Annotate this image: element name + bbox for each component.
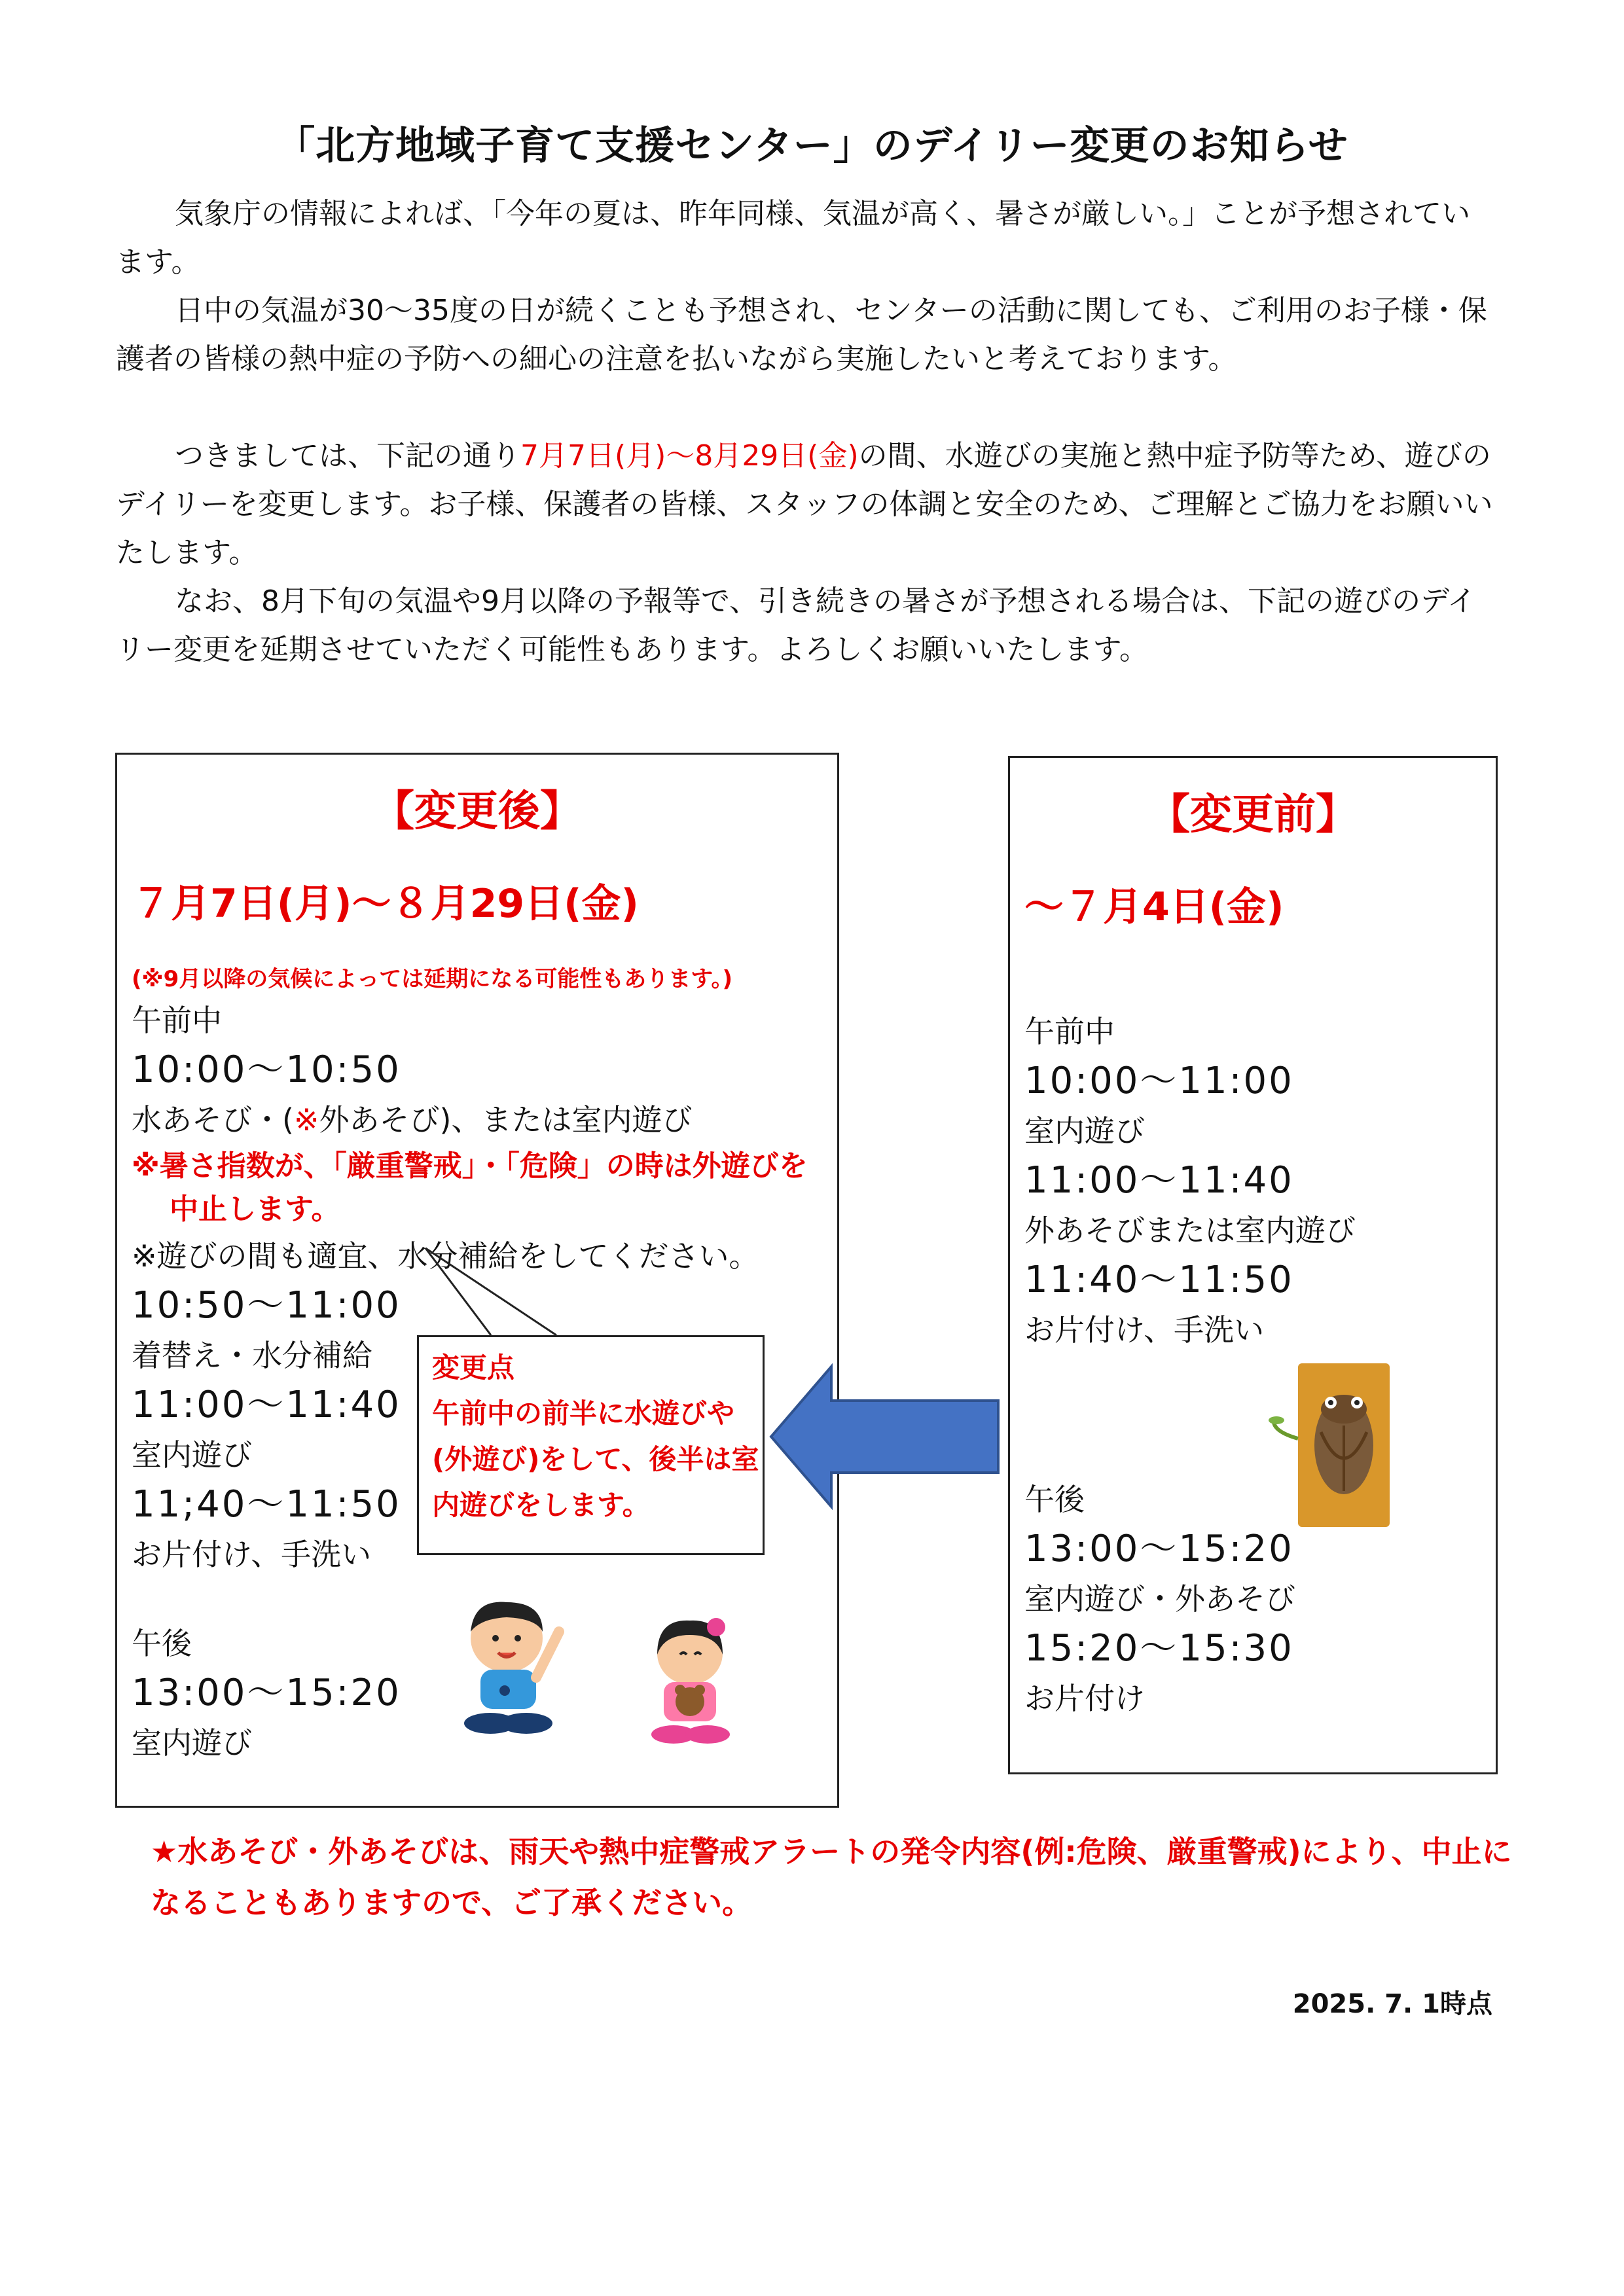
before-change-box <box>1008 756 1498 1774</box>
after-heat-warning-1: ※暑さ指数が、「厳重警戒」・「危険」の時は外遊びを <box>132 1149 808 1183</box>
after-time-4: 11;40～11:50 <box>132 1483 401 1526</box>
callout-title: 変更点 <box>432 1352 515 1384</box>
after-activity-1-lead: 水あそび・( <box>132 1102 294 1138</box>
after-activity-3: 室内遊び <box>132 1437 252 1473</box>
before-afternoon-label: 午後 <box>1024 1482 1085 1517</box>
change-point-callout <box>417 1335 765 1555</box>
after-activity-1-tail: 外あそび)、または室内遊び <box>319 1102 693 1138</box>
before-time-5: 15:20～15:30 <box>1024 1627 1294 1670</box>
after-activity-1 <box>132 1095 808 1145</box>
intro-p3-period: 7月7日(月)～8月29日(金) <box>520 439 859 473</box>
as-of-date: 2025. 7. 1時点 <box>1292 1989 1492 2019</box>
page-title: 「北方地域子育て支援センター」のデイリー変更のお知らせ <box>276 123 1348 169</box>
after-activity-4: お片付け、手洗い <box>132 1537 372 1572</box>
intro-paragraph-4: なお、8月下旬の気温や9月以降の予報等で、引き続きの暑さが予想される場合は、下記の遊びのデイリー変更を延期させていただく可能性もあります。よろしくお願いいたします。 <box>116 584 1477 666</box>
after-heading: 【変更後】 <box>372 787 582 836</box>
after-morning-label: 午前中 <box>132 1003 222 1038</box>
before-period: ～７月4日(金) <box>1024 884 1284 930</box>
callout-body: 午前中の前半に水遊びや(外遊び)をして、後半は室内遊びをします。 <box>432 1397 759 1521</box>
before-schedule-morning <box>1024 1007 1356 1355</box>
after-activity-2: 着替え・水分補給 <box>132 1338 372 1373</box>
after-activity-5: 室内遊び <box>132 1725 252 1761</box>
callout-text <box>432 1345 759 1528</box>
after-time-1: 10:00～10:50 <box>132 1049 401 1091</box>
girl-illustration <box>634 1609 746 1753</box>
boy-illustration <box>444 1592 575 1743</box>
after-heat-warning-2: 中止します。 <box>170 1193 340 1226</box>
after-time-3: 11:00～11:40 <box>132 1384 401 1426</box>
cancellation-footnote: ★水あそび・外あそびは、雨天や熱中症警戒アラートの発令内容(例:危険、厳重警戒)により、中止になることもありますので、ご了承ください。 <box>151 1834 1512 1920</box>
intro-p3-lead: つきましては、下記の通り <box>175 439 520 473</box>
after-postpone-note: (※9月以降の気候によっては延期になる可能性もあります。) <box>132 966 733 992</box>
after-activity-1-mark: ※ <box>293 1102 319 1138</box>
before-activity-1: 室内遊び <box>1024 1113 1145 1149</box>
intro-paragraph-1: 気象庁の情報によれば、「今年の夏は、昨年同様、気温が高く、暑さが厳しい。」ことが予想されています。 <box>116 197 1471 279</box>
before-time-1: 10:00～11:00 <box>1024 1060 1294 1102</box>
intro-section <box>116 190 1497 674</box>
intro-paragraph-2: 日中の気温が30～35度の日が続くことも予想され、センターの活動に関しても、ご利用のお子様・保護者の皆様の熱中症の予防への細心の注意を払いながら実施したいと考えております。 <box>116 294 1487 376</box>
before-time-2: 11:00～11:40 <box>1024 1159 1294 1202</box>
before-time-4: 13:00～15:20 <box>1024 1528 1294 1570</box>
before-heading: 【変更前】 <box>1148 791 1358 839</box>
before-activity-4: 室内遊び・外あそび <box>1024 1581 1295 1617</box>
after-afternoon-label: 午後 <box>132 1626 192 1661</box>
before-time-3: 11:40～11:50 <box>1024 1259 1294 1301</box>
before-activity-5: お片付け <box>1024 1681 1145 1716</box>
intro-p3-tail: の間、水遊びの実施と熱中症予防等ため、遊びのデイリーを変更します。お子様、保護者の皆様、スタッフの体調と安全のため、ご理解とご協力をお願いいたします。 <box>116 439 1493 569</box>
before-activity-2: 外あそびまたは室内遊び <box>1024 1213 1356 1248</box>
intro-paragraph-3 <box>116 432 1497 577</box>
before-schedule-afternoon <box>1024 1475 1295 1723</box>
before-morning-label: 午前中 <box>1024 1014 1115 1049</box>
after-hydration-note: ※遊びの間も適宜、水分補給をしてください。 <box>132 1238 759 1274</box>
after-time-5: 13:00～15:20 <box>132 1672 401 1714</box>
left-arrow-icon <box>766 1361 1001 1512</box>
after-time-2: 10:50～11:00 <box>132 1284 401 1327</box>
callout-pointer <box>419 1247 602 1338</box>
after-period: ７月7日(月)～８月29日(金) <box>132 881 639 927</box>
before-activity-3: お片付け、手洗い <box>1024 1312 1265 1348</box>
